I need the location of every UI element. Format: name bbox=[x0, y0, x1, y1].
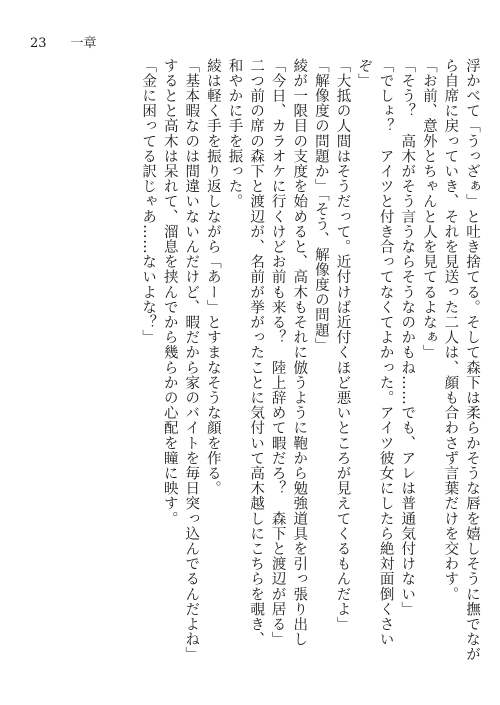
text-line: ぞ」 bbox=[356, 58, 373, 89]
text-line: 「解像度の問題か」「そう、解像度の問題」 bbox=[312, 58, 329, 353]
text-line: 綾は軽く手を振り返しながら「あー」とすまなそうな顔を作る。 bbox=[204, 58, 221, 496]
chapter-title: 一章 bbox=[70, 36, 97, 51]
text-line: 「基本暇なのは間違いないんだけど、暇だから家のバイトを毎日突っ込んでるんだよね」 bbox=[183, 58, 200, 662]
text-line: 綾が一限目の支度を始めると、高木もそれに倣うように鞄から勉強道具を引っ張り出し bbox=[291, 58, 308, 647]
page-header bbox=[30, 34, 170, 54]
text-line: 「お前、意外とちゃんと人を見てるよなぁ」 bbox=[420, 58, 437, 360]
page-number: 23 bbox=[30, 36, 47, 51]
text-line: 「今日、カラオケに行くけどお前も来る？ 陸上辞めて暇だろ？ 森下と渡辺が居る」 bbox=[269, 58, 286, 647]
text-line: 「そう？ 高木がそう言うならそうなのかもね……でも、アレは普通気付けない」 bbox=[399, 58, 416, 617]
text-line: ら自席に戻っていき、それを見送った二人は、顔も合わさず言葉だけを交わす。 bbox=[442, 58, 459, 602]
text-line: 「大抵の人間はそうだって。近付けば近付くほど悪いところが見えてくるもんだよ」 bbox=[334, 58, 351, 632]
text-line: 二つ前の席の森下と渡辺が、名前が挙がったことに気付いて高木越しにこちらを覗き、 bbox=[248, 58, 265, 647]
text-line: 浮かべて「うっざぁ」と吐き捨てる。そして森下は柔らかそうな唇を嬉しそうに撫でなが bbox=[464, 58, 480, 662]
text-line: 「でしょ？ アイツと付き合ってなくてよかった。アイツ彼女にしたら絶対面倒くさい bbox=[377, 58, 394, 647]
text-line: 和やかに手を振った。 bbox=[226, 58, 243, 209]
vertical-body-text bbox=[32, 58, 482, 678]
text-line: するとと高木は呆れて、溜息を挟んでから幾らかの心配を瞳に映す。 bbox=[161, 58, 178, 527]
text-line: 「金に困ってる訳じゃあ……ないよな？」 bbox=[140, 58, 157, 345]
